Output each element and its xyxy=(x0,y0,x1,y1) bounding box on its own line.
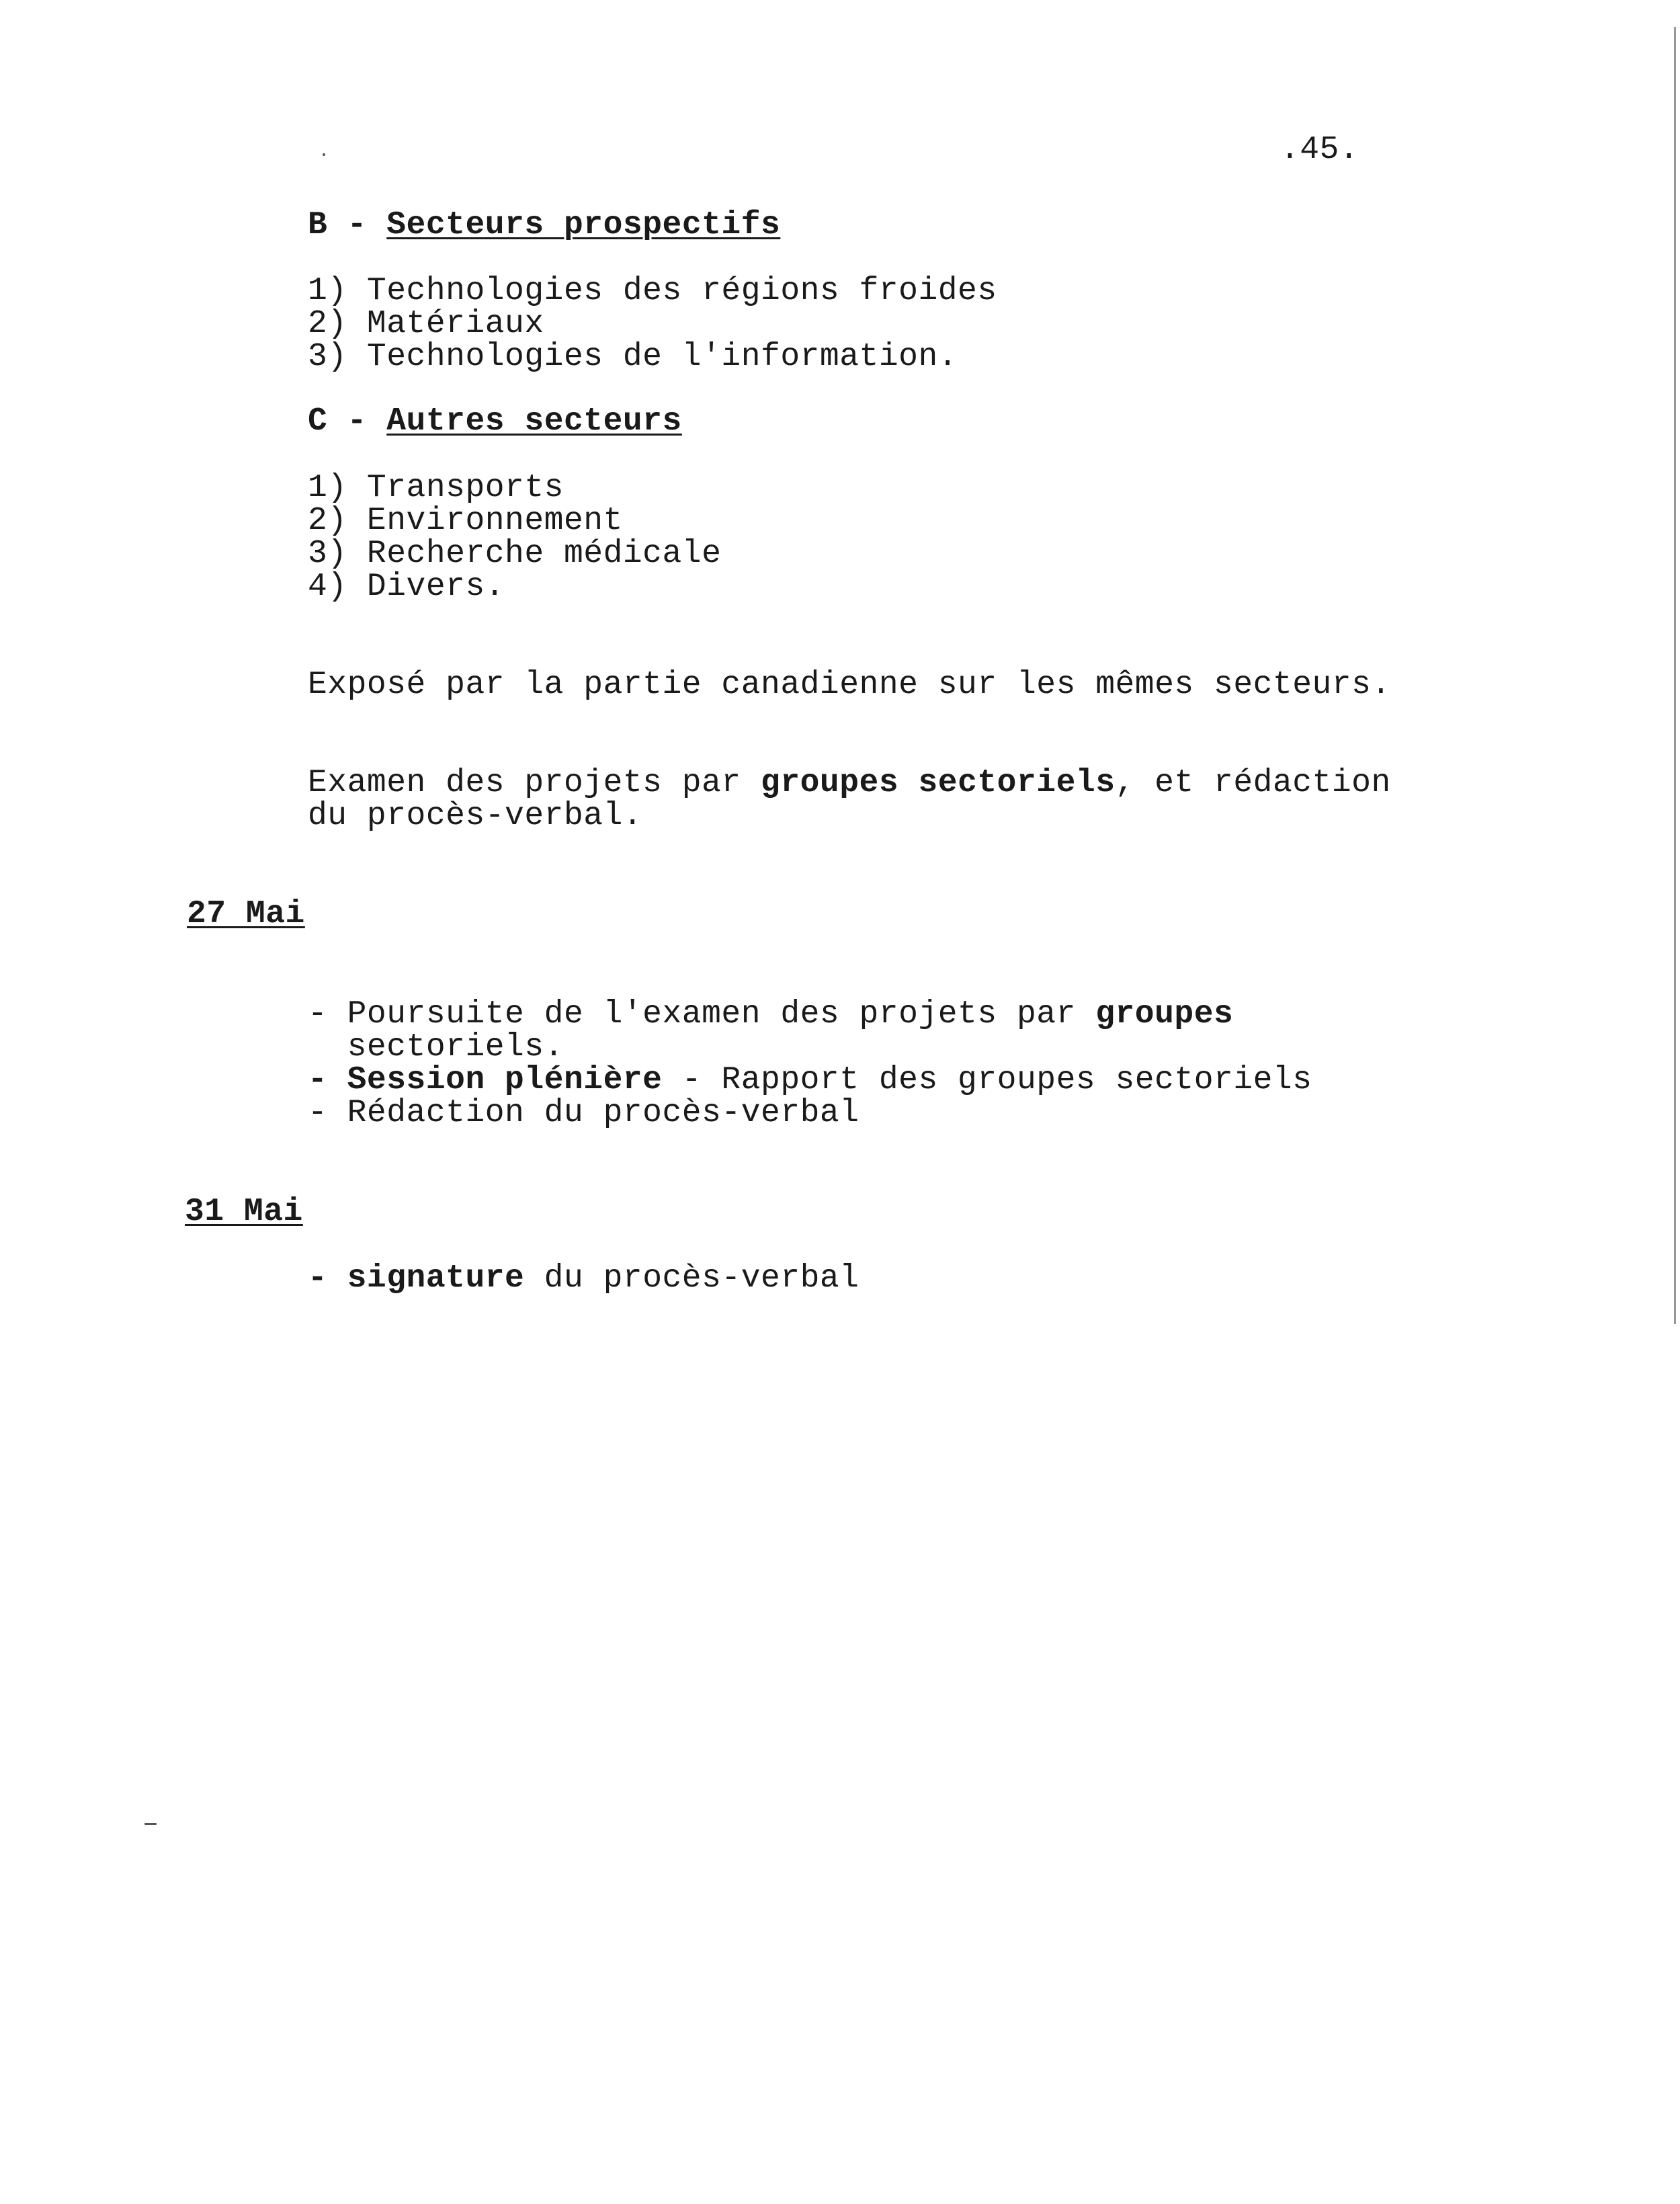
bullet-text: - Poursuite de l'examen des projets par xyxy=(308,996,1096,1032)
section-b-letter: B xyxy=(308,207,328,243)
bullet-dash: - xyxy=(308,1260,347,1297)
page-number: .45. xyxy=(1280,132,1359,168)
section-b-item: 2) Matériaux xyxy=(308,306,544,342)
bullet-text: - Rapport des groupes sectoriels xyxy=(662,1062,1312,1098)
paragraph-examen-line-2: du procès-verbal. xyxy=(308,798,643,834)
section-c-item: 3) Recherche médicale xyxy=(308,536,722,572)
bullet-dash: - xyxy=(308,1062,347,1098)
section-b-title: Secteurs prospectifs xyxy=(386,207,781,243)
section-b-item: 1) Technologies des régions froides xyxy=(308,273,997,309)
section-c-item: 1) Transports xyxy=(308,470,564,506)
day27-bullet-1 xyxy=(308,997,1233,1031)
paragraph-examen-line-1 xyxy=(308,766,1391,800)
bullet-bold-text: groupes xyxy=(1095,996,1234,1032)
day27-bullet-3: - Rédaction du procès-verbal xyxy=(308,1095,859,1131)
day31-bullet-1 xyxy=(308,1262,859,1295)
section-b-heading xyxy=(308,208,780,242)
section-b-item: 3) Technologies de l'information. xyxy=(308,339,958,375)
date-heading-31-mai: 31 Mai xyxy=(185,1194,303,1230)
paragraph-expose: Exposé par la partie canadienne sur les mêmes secteurs. xyxy=(308,667,1391,703)
page-edge-line xyxy=(1674,27,1676,1324)
paragraph-bold-text: groupes sectoriels xyxy=(761,765,1116,801)
paragraph-text: Examen des projets par xyxy=(308,765,761,801)
bullet-bold-text: Session plénière xyxy=(347,1062,663,1098)
section-c-heading xyxy=(308,405,682,438)
bullet-bold-text: signature xyxy=(347,1260,525,1297)
date-heading-27-mai: 27 Mai xyxy=(187,896,305,932)
bullet-text: du procès-verbal xyxy=(524,1260,859,1297)
scan-speck xyxy=(144,1823,157,1825)
scan-speck xyxy=(323,153,325,156)
section-c-letter: C xyxy=(308,403,328,440)
day27-bullet-1-continued: sectoriels. xyxy=(308,1029,564,1065)
paragraph-text: , et rédaction xyxy=(1115,765,1391,801)
section-c-item: 4) Divers. xyxy=(308,569,505,605)
section-c-dash: - xyxy=(347,403,367,440)
day27-bullet-2 xyxy=(308,1063,1312,1097)
section-b-dash: - xyxy=(347,207,367,243)
section-c-item: 2) Environnement xyxy=(308,503,623,539)
section-c-title: Autres secteurs xyxy=(386,403,682,440)
